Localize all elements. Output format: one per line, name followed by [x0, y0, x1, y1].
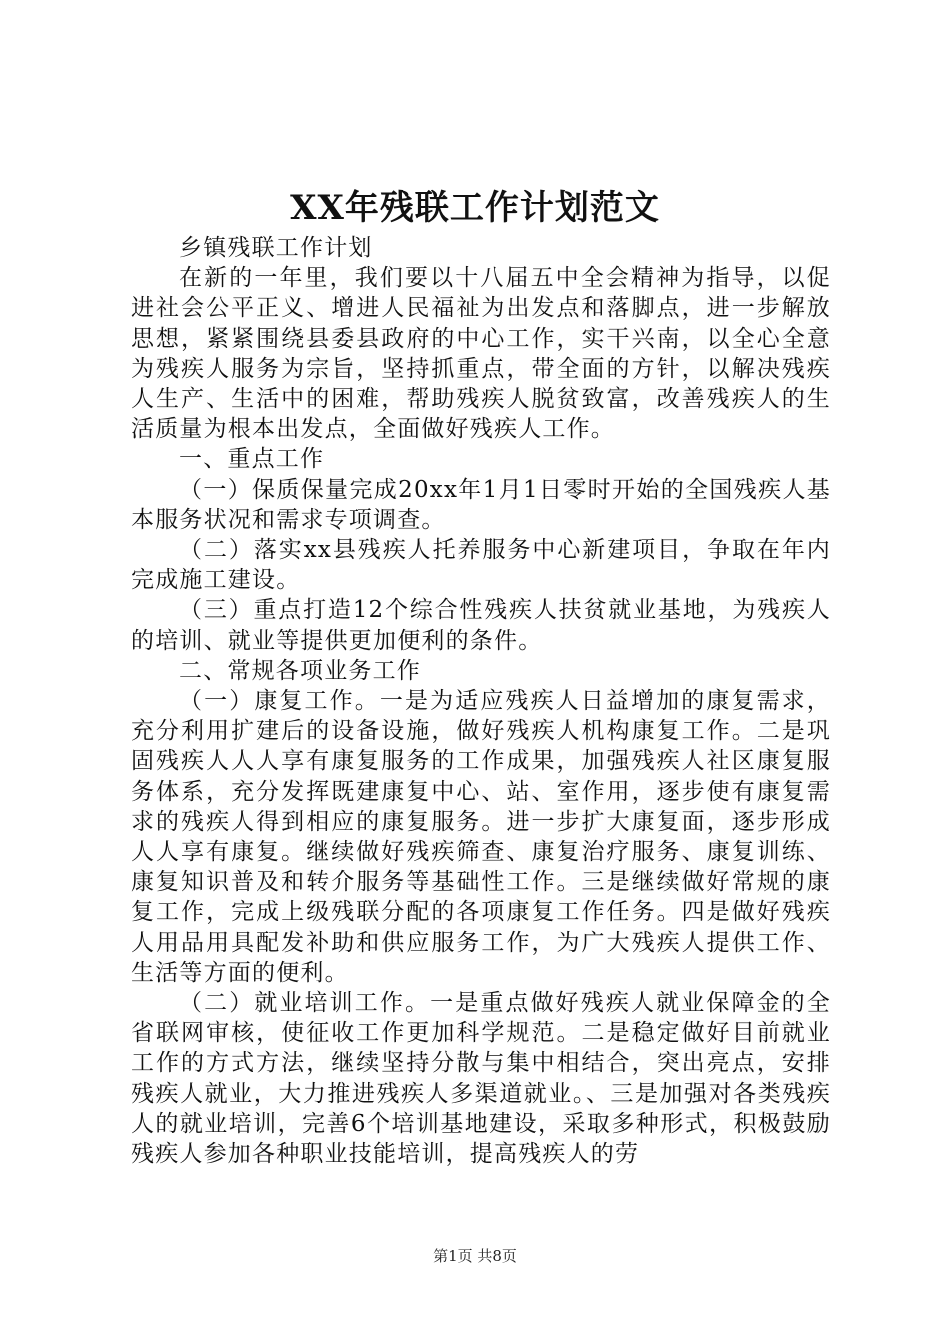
page-number-footer: 第1页 共8页	[433, 1247, 517, 1265]
section-heading-key-work: 一、重点工作	[179, 446, 325, 473]
key-work-item-2: （二）落实xx县残疾人托养服务中心新建项目，争取在年内完成施工建设。	[131, 537, 831, 594]
section-heading-routine-work: 二、常规各项业务工作	[179, 657, 421, 684]
section-subtitle: 乡镇残联工作计划	[179, 235, 373, 261]
routine-work-employment-training: （二）就业培训工作。一是重点做好残疾人就业保障金的全省联网审核，使征收工作更加科学规范。二是稳定做好目前就业工作的方式方法，继续坚持分散与集中相结合，突出亮点，安排残疾人就业，大力推进残疾人多渠道就业。、三是加强对各类残疾人的就业培训，完善6个培训基地建设，采取多种形式，积极鼓励残疾人参加各种职业技能培训，提高残疾人的劳	[131, 990, 831, 1168]
document-title: XX年残联工作计划范文	[290, 188, 660, 228]
key-work-item-1: （一）保质保量完成20xx年1月1日零时开始的全国残疾人基本服务状况和需求专项调查。	[131, 476, 831, 533]
intro-paragraph: 在新的一年里，我们要以十八届五中全会精神为指导，以促进社会公平正义、增进人民福祉为出发点和落脚点，进一步解放思想，紧紧围绕县委县政府的中心工作，实干兴南，以全心全意为残疾人服务为宗旨，坚持抓重点，带全面的方针，以解决残疾人生产、生活中的困难，帮助残疾人脱贫致富，改善残疾人的生活质量为根本出发点，全面做好残疾人工作。	[131, 265, 831, 443]
routine-work-rehabilitation: （一）康复工作。一是为适应残疾人日益增加的康复需求，充分利用扩建后的设备设施，做好残疾人机构康复工作。二是巩固残疾人人人享有康复服务的工作成果，加强残疾人社区康复服务体系，充分发挥既建康复中心、站、室作用，逐步使有康复需求的残疾人得到相应的康复服务。进一步扩大康复面，逐步形成人人享有康复。继续做好残疾筛查、康复治疗服务、康复训练、康复知识普及和转介服务等基础性工作。三是继续做好常规的康复工作，完成上级残联分配的各项康复工作任务。四是做好残疾人用品用具配发补助和供应服务工作，为广大残疾人提供工作、生活等方面的便利。	[131, 688, 831, 986]
document-body	[131, 233, 831, 1169]
key-work-item-3: （三）重点打造12个综合性残疾人扶贫就业基地，为残疾人的培训、就业等提供更加便利的条件。	[131, 597, 831, 654]
